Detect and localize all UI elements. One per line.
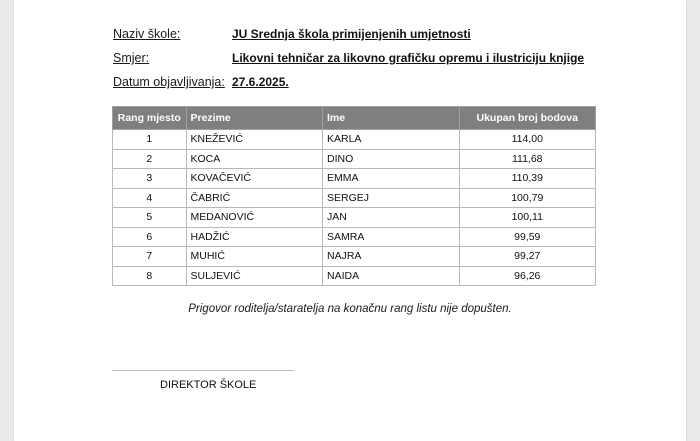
table-row (113, 188, 596, 208)
points-cell: 110,39 (459, 169, 596, 189)
school-value: JU Srednja škola primijenjenih umjetnosti (232, 27, 471, 41)
rank-cell: 6 (113, 227, 187, 247)
table-row (113, 227, 596, 247)
surname-cell: KNEŽEVIĆ (186, 130, 323, 150)
surname-cell: KOCA (186, 149, 323, 169)
rank-cell: 5 (113, 208, 187, 228)
points-cell: 100,11 (459, 208, 596, 228)
surname-cell: MUHIĆ (186, 247, 323, 267)
points-cell: 111,68 (459, 149, 596, 169)
table-header-row (113, 107, 596, 130)
program-label: Smjer: (113, 51, 150, 65)
surname-cell: SULJEVIĆ (186, 266, 323, 286)
header-surname: Prezime (186, 107, 323, 130)
surname-cell: ČABRIĆ (186, 188, 323, 208)
rank-cell: 4 (113, 188, 187, 208)
surname-cell: KOVAČEVIĆ (186, 169, 323, 189)
table-row (113, 266, 596, 286)
name-cell: SERGEJ (323, 188, 460, 208)
ranking-table (112, 106, 596, 286)
table-row (113, 149, 596, 169)
name-cell: DINO (323, 149, 460, 169)
points-cell: 114,00 (459, 130, 596, 150)
points-cell: 99,59 (459, 227, 596, 247)
school-label: Naziv škole: (113, 27, 181, 41)
rank-cell: 2 (113, 149, 187, 169)
table-row (113, 247, 596, 267)
rank-cell: 7 (113, 247, 187, 267)
objection-note: Prigovor roditelja/staratelja na konačnu rang listu nije dopušten. (188, 303, 512, 315)
name-cell: NAJRA (323, 247, 460, 267)
table-row (113, 169, 596, 189)
name-cell: JAN (323, 208, 460, 228)
signature-line (112, 370, 294, 371)
table-row (113, 208, 596, 228)
points-cell: 96,26 (459, 266, 596, 286)
name-cell: SAMRA (323, 227, 460, 247)
header-points: Ukupan broj bodova (459, 107, 596, 130)
rank-cell: 1 (113, 130, 187, 150)
date-label: Datum objavljivanja: (113, 75, 225, 89)
header-name: Ime (323, 107, 460, 130)
date-value: 27.6.2025. (232, 75, 289, 89)
name-cell: KARLA (323, 130, 460, 150)
points-cell: 99,27 (459, 247, 596, 267)
points-cell: 100,79 (459, 188, 596, 208)
director-title: DIREKTOR ŠKOLE (160, 379, 257, 391)
surname-cell: MEDANOVIĆ (186, 208, 323, 228)
name-cell: NAIDA (323, 266, 460, 286)
name-cell: EMMA (323, 169, 460, 189)
table-row (113, 130, 596, 150)
surname-cell: HADŽIĆ (186, 227, 323, 247)
program-value: Likovni tehničar za likovno grafičku opremu i ilustriciju knjige (232, 51, 585, 65)
rank-cell: 3 (113, 169, 187, 189)
rank-cell: 8 (113, 266, 187, 286)
header-rank: Rang mjesto (113, 107, 187, 130)
